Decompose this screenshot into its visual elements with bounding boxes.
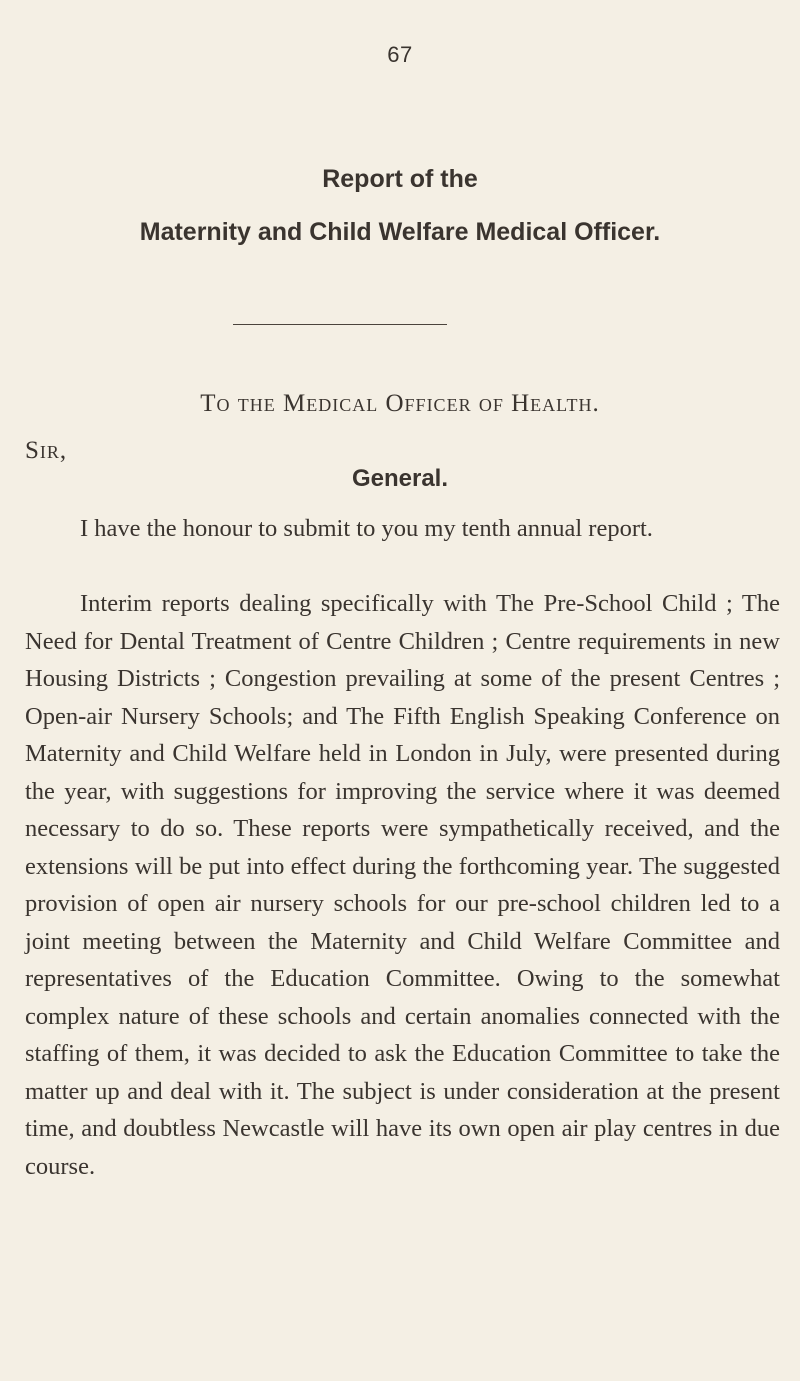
address-line: To the Medical Officer of Health. (200, 390, 600, 417)
body-paragraph-2: Interim reports dealing specifically with The Pre-School Child ; The Need for Dental Treatment of Centre Children ; Centre requirements in new Housing Districts ; Congestion prevailing at some of the present Centres ; Open-air Nursery Schools; and The Fifth English Speaking Conference on Maternity and Child Welfare held in London in July, were presented during the year, with suggestions for improving the service where it was deemed necessary to do so. These reports were sympathetically received, and the extensions will be put into effect during the forthcoming year. The suggested provision of open air nursery schools for our pre-school children led to a joint meeting between the Maternity and Child Welfare Committee and representatives of the Education Committee. Owing to the somewhat complex nature of these schools and certain anomalies connected with the staffing of them, it was decided to ask the Education Committee to take the matter up and deal with it. The subject is under consideration at the present time, and doubtless Newcastle will have its own open air play centres in due course. (25, 590, 780, 1180)
report-subtitle: Maternity and Child Welfare Medical Officer. (139, 218, 661, 246)
salutation: Sir, (25, 437, 68, 464)
page-number: 67 (387, 42, 413, 67)
section-heading: General. (351, 465, 449, 492)
body-paragraph-1: I have the honour to submit to you my tenth annual report. (80, 515, 653, 542)
report-title: Report of the (322, 165, 478, 193)
title-divider (233, 324, 447, 325)
